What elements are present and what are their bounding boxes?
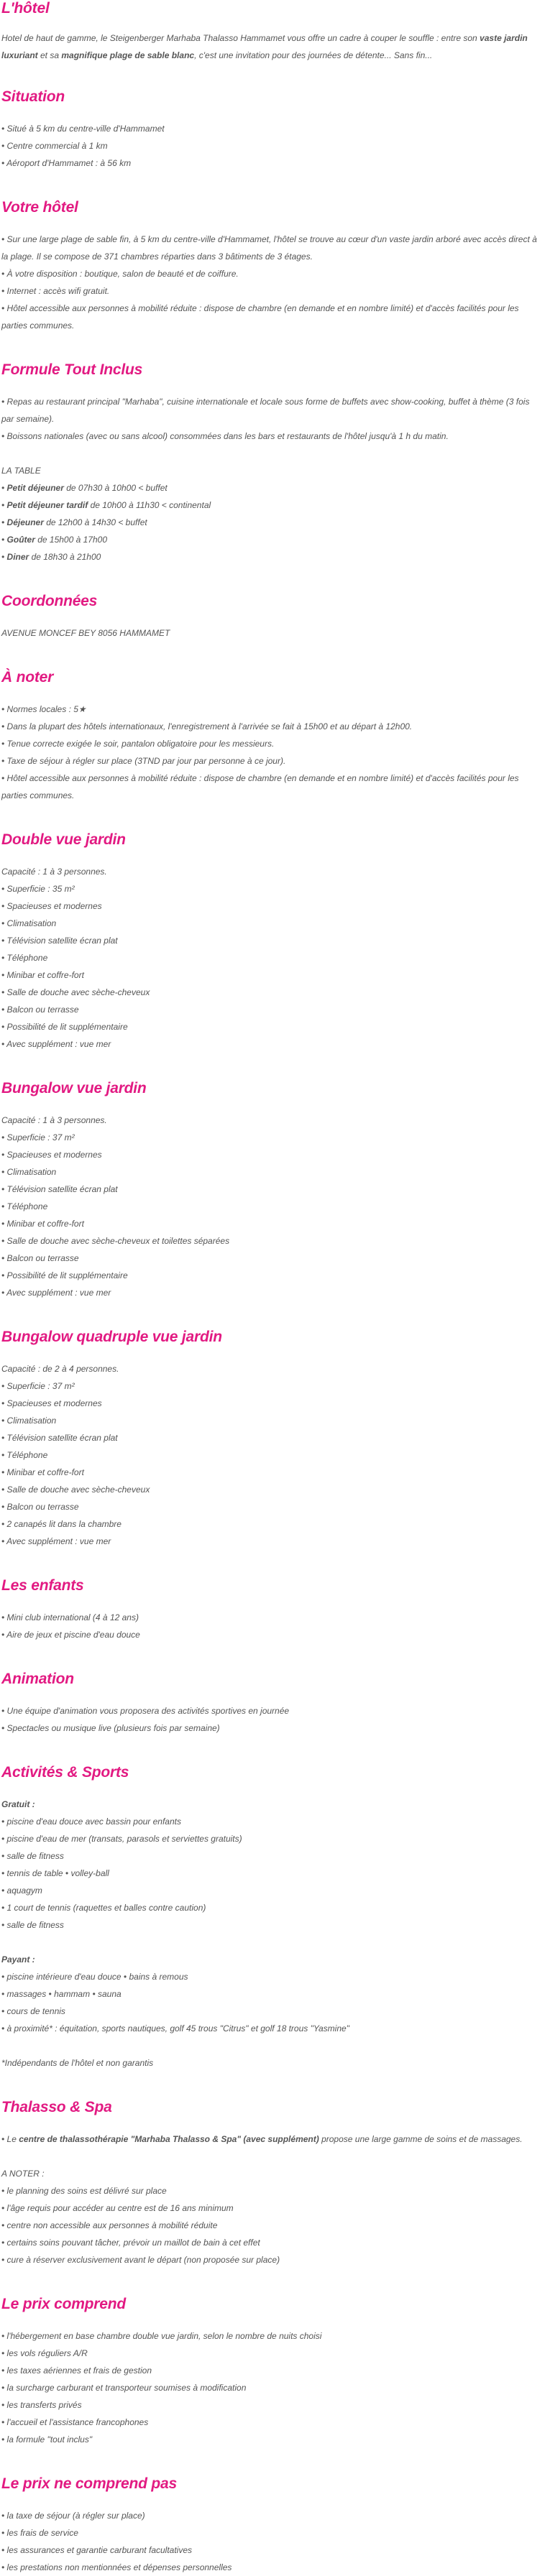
section-hotel [1, 0, 544, 64]
section-votre-hotel [1, 199, 544, 334]
list-item: • piscine intérieure d'eau douce • bains à remous [1, 1972, 188, 1982]
hotel-intro-part-1: Hotel de haut de gamme, le Steigenberger Marhaba Thalasso Hammamet vous offre un cadre à couper le souffle : entre son [1, 33, 480, 43]
section-double-vue-jardin [1, 831, 544, 1053]
list-item: • Téléphone [1, 1450, 48, 1460]
list-item: • Spacieuses et modernes [1, 1398, 102, 1408]
prix-pas-list [1, 2507, 544, 2576]
list-item: • Télévision satellite écran plat [1, 1433, 118, 1443]
list-item: • Climatisation [1, 1167, 57, 1177]
list-item: • 2 canapés lit dans la chambre [1, 1519, 122, 1529]
list-item: • Boissons nationales (avec ou sans alcool) consommées dans les bars et restaurants de l'hôtel jusqu'à 1 h du matin. [1, 431, 449, 441]
list-item: • massages • hammam • sauna [1, 1989, 122, 1999]
list-item: • aquagym [1, 1885, 42, 1896]
list-item: • l'hébergement en base chambre double vue jardin, selon le nombre de nuits choisi [1, 2331, 322, 2341]
prix-comprend-list [1, 2327, 544, 2448]
bullet: • [1, 535, 7, 545]
list-item: • Avec supplément : vue mer [1, 1288, 111, 1298]
list-item: • Sur une large plage de sable fin, à 5 km du centre-ville d'Hammamet, l'hôtel se trouve au cœur d'un vaste jardin arboré avec accès direct à la plage. Il se compose de 371 chambres réparties dans 3 bâtiments de 3 étages. [1, 234, 537, 262]
list-item: • le planning des soins est délivré sur place [1, 2186, 167, 2196]
section-title-prix-pas: Le prix ne comprend pas [1, 2475, 177, 2492]
thalasso-intro-suffix: propose une large gamme de soins et de massages. [319, 2134, 523, 2144]
thalasso-list [1, 2182, 544, 2268]
section-title-votre-hotel: Votre hôtel [1, 199, 78, 216]
section-title-bungalow-quad: Bungalow quadruple vue jardin [1, 1329, 222, 1345]
meal-item [1, 548, 544, 565]
list-item: • Minibar et coffre-fort [1, 1467, 84, 1477]
list-item: • Téléphone [1, 1201, 48, 1211]
meal-item [1, 497, 544, 514]
section-animation [1, 1671, 544, 1737]
section-title-double: Double vue jardin [1, 831, 126, 848]
list-item: • Balcon ou terrasse [1, 1502, 79, 1512]
list-item: • Minibar et coffre-fort [1, 970, 84, 980]
list-item: • à proximité* : équitation, sports nautiques, golf 45 trous "Citrus" et golf 18 trous "Yasmine" [1, 2023, 349, 2033]
section-thalasso [1, 2099, 544, 2268]
list-item: • Possibilité de lit supplémentaire [1, 1022, 128, 1032]
list-item: • Climatisation [1, 918, 57, 928]
list-item: • Possibilité de lit supplémentaire [1, 1270, 128, 1280]
list-item: • l'accueil et l'assistance francophones [1, 2417, 149, 2427]
list-item: • la taxe de séjour (à régler sur place) [1, 2511, 145, 2521]
list-item: • Aéroport d'Hammamet : à 56 km [1, 158, 132, 168]
list-item: • Dans la plupart des hôtels internationaux, l'enregistrement à l'arrivée se fait à 15h00 et au départ à 12h00. [1, 721, 413, 731]
list-item: • les prestations non mentionnées et dépenses personnelles [1, 2562, 232, 2572]
meal-name: Goûter [6, 535, 35, 545]
list-item: • Superficie : 37 m² [1, 1132, 75, 1142]
section-title-formule: Formule Tout Inclus [1, 361, 143, 378]
list-item: • Mini club international (4 à 12 ans) [1, 1612, 139, 1622]
meal-detail: de 15h00 à 17h00 [35, 535, 107, 545]
section-title-situation: Situation [1, 88, 65, 105]
list-item: • les frais de service [1, 2528, 78, 2538]
double-list [1, 863, 544, 1053]
bungalow-quad-list [1, 1360, 544, 1550]
list-item: • piscine d'eau de mer (transats, parasols et serviettes gratuits) [1, 1834, 242, 1844]
list-item: • Télévision satellite écran plat [1, 936, 118, 946]
section-title-animation: Animation [1, 1671, 74, 1687]
activites-payant-label: Payant : [1, 1954, 35, 1965]
list-item: • Salle de douche avec sèche-cheveux et toilettes séparées [1, 1236, 230, 1246]
section-title-enfants: Les enfants [1, 1577, 84, 1594]
hotel-intro-part-3: , c'est une invitation pour des journées de détente... Sans fin... [194, 50, 433, 60]
hotel-intro-part-2: et sa [37, 50, 62, 60]
list-item: • Télévision satellite écran plat [1, 1184, 118, 1194]
list-item: • la formule "tout inclus" [1, 2434, 93, 2445]
list-item: • Balcon ou terrasse [1, 1253, 79, 1263]
list-item: • les vols réguliers A/R [1, 2348, 88, 2358]
meal-item [1, 479, 544, 497]
list-item: • Salle de douche avec sèche-cheveux [1, 987, 150, 997]
meal-item [1, 531, 544, 548]
formule-meals [1, 479, 544, 565]
activites-note: *Indépendants de l'hôtel et non garantis [1, 2058, 154, 2068]
bullet: • [1, 483, 7, 493]
section-situation [1, 88, 544, 172]
formule-list [1, 393, 544, 445]
formule-table-label: LA TABLE [1, 466, 41, 476]
list-item: • centre non accessible aux personnes à mobilité réduite [1, 2220, 218, 2230]
list-item: • les taxes aériennes et frais de gestion [1, 2365, 152, 2376]
section-bungalow-vue-jardin [1, 1080, 544, 1301]
activites-gratuit-label: Gratuit : [1, 1799, 35, 1809]
section-prix-comprend [1, 2296, 544, 2448]
meal-detail: de 10h00 à 11h30 < continental [88, 500, 211, 510]
thalasso-intro-prefix: • Le [1, 2134, 19, 2144]
list-item: • Une équipe d'animation vous proposera des activités sportives en journée [1, 1706, 290, 1716]
list-item: • Minibar et coffre-fort [1, 1219, 84, 1229]
list-item: • Hôtel accessible aux personnes à mobilité réduite : dispose de chambre (en demande et en nombre limité) et d'accès facilités pour les parties communes. [1, 303, 519, 331]
list-item: • Spectacles ou musique live (plusieurs fois par semaine) [1, 1723, 220, 1733]
list-item: • les transferts privés [1, 2400, 82, 2410]
list-item: • piscine d'eau douce avec bassin pour enfants [1, 1816, 181, 1827]
section-title-a-noter: À noter [1, 669, 54, 685]
list-item: • À votre disposition : boutique, salon de beauté et de coiffure. [1, 269, 239, 279]
list-item: • certains soins pouvant tâcher, prévoir un maillot de bain à cet effet [1, 2238, 260, 2248]
list-item: • Centre commercial à 1 km [1, 141, 108, 151]
meal-name: Déjeuner [6, 517, 44, 527]
meal-item [1, 514, 544, 531]
list-item: • Avec supplément : vue mer [1, 1039, 111, 1049]
list-item: • Avec supplément : vue mer [1, 1536, 111, 1546]
list-item: Capacité : de 2 à 4 personnes. [1, 1364, 119, 1374]
bullet: • [1, 517, 7, 527]
section-a-noter [1, 669, 544, 804]
section-formule [1, 361, 544, 565]
list-item: • Internet : accès wifi gratuit. [1, 286, 110, 296]
list-item: • cours de tennis [1, 2006, 65, 2016]
section-title-thalasso: Thalasso & Spa [1, 2099, 112, 2115]
meal-name: Petit déjeuner tardif [6, 500, 88, 510]
animation-list [1, 1702, 544, 1737]
list-item: • Taxe de séjour à régler sur place (3TND par jour par personne à ce jour). [1, 756, 286, 766]
list-item: • salle de fitness [1, 1851, 64, 1861]
list-item: • Situé à 5 km du centre-ville d'Hammamet [1, 124, 165, 134]
list-item: • les assurances et garantie carburant facultatives [1, 2545, 193, 2555]
section-title-prix-comprend: Le prix comprend [1, 2296, 127, 2312]
bullet: • [1, 552, 7, 562]
list-item: Capacité : 1 à 3 personnes. [1, 867, 107, 877]
hotel-intro [1, 29, 544, 64]
hotel-intro-bold-1: vaste jardin luxuriant [1, 33, 528, 60]
list-item: • tennis de table • volley-ball [1, 1868, 109, 1878]
list-item: Capacité : 1 à 3 personnes. [1, 1115, 107, 1125]
list-item: • Superficie : 37 m² [1, 1381, 75, 1391]
list-item: • Balcon ou terrasse [1, 1005, 79, 1015]
list-item: • Aire de jeux et piscine d'eau douce [1, 1630, 140, 1640]
list-item: • la surcharge carburant et transporteur soumises à modification [1, 2383, 247, 2393]
list-item: • Repas au restaurant principal "Marhaba", cuisine internationale et locale sous forme de buffets avec show-cooking, buffet à thème (3 fois par semaine). [1, 397, 530, 424]
section-title-hotel: L'hôtel [1, 0, 50, 17]
list-item: • Superficie : 35 m² [1, 884, 75, 894]
section-activites [1, 1764, 544, 2072]
enfants-list [1, 1609, 544, 1643]
bungalow-list [1, 1112, 544, 1301]
list-item: • Normes locales : 5★ [1, 704, 86, 714]
activites-gratuit [1, 1796, 544, 1934]
section-prix-ne-comprend-pas [1, 2475, 544, 2576]
section-bungalow-quadruple [1, 1329, 544, 1550]
list-item: • Hôtel accessible aux personnes à mobilité réduite : dispose de chambre (en demande et en nombre limité) et d'accès facilités pour les parties communes. [1, 773, 519, 800]
section-title-activites: Activités & Sports [1, 1764, 129, 1781]
activites-gratuit-list [1, 1813, 544, 1934]
list-item: • cure à réserver exclusivement avant le départ (non proposée sur place) [1, 2255, 280, 2265]
thalasso-note-label: A NOTER : [1, 2169, 45, 2179]
list-item: • Tenue correcte exigée le soir, pantalon obligatoire pour les messieurs. [1, 739, 275, 749]
meal-detail: de 18h30 à 21h00 [29, 552, 101, 562]
a-noter-list [1, 701, 544, 804]
meal-detail: de 07h30 à 10h00 < buffet [63, 483, 168, 493]
thalasso-intro [1, 2130, 544, 2148]
thalasso-intro-bold: centre de thalassothérapie "Marhaba Thalasso & Spa" (avec supplément) [19, 2134, 319, 2144]
meal-name: Diner [6, 552, 29, 562]
situation-list [1, 120, 544, 172]
list-item: • Climatisation [1, 1416, 57, 1426]
list-item: • Spacieuses et modernes [1, 901, 102, 911]
hotel-intro-bold-2: magnifique plage de sable blanc [61, 50, 195, 60]
coordonnees-address: AVENUE MONCEF BEY 8056 HAMMAMET [1, 628, 170, 638]
votre-hotel-list [1, 231, 544, 334]
list-item: • salle de fitness [1, 1920, 64, 1930]
section-title-coordonnees: Coordonnées [1, 593, 98, 609]
list-item: • Salle de douche avec sèche-cheveux [1, 1485, 150, 1495]
bullet: • [1, 500, 7, 510]
activites-payant [1, 1951, 544, 2037]
meal-name: Petit déjeuner [6, 483, 64, 493]
list-item: • l'âge requis pour accéder au centre est de 16 ans minimum [1, 2203, 234, 2213]
section-coordonnees [1, 593, 544, 642]
formule-table [1, 462, 544, 565]
list-item: • Téléphone [1, 953, 48, 963]
activites-payant-list [1, 1968, 544, 2037]
meal-detail: de 12h00 à 14h30 < buffet [43, 517, 147, 527]
list-item: • 1 court de tennis (raquettes et balles contre caution) [1, 1903, 206, 1913]
section-enfants [1, 1577, 544, 1643]
section-title-bungalow: Bungalow vue jardin [1, 1080, 147, 1097]
list-item: • Spacieuses et modernes [1, 1150, 102, 1160]
